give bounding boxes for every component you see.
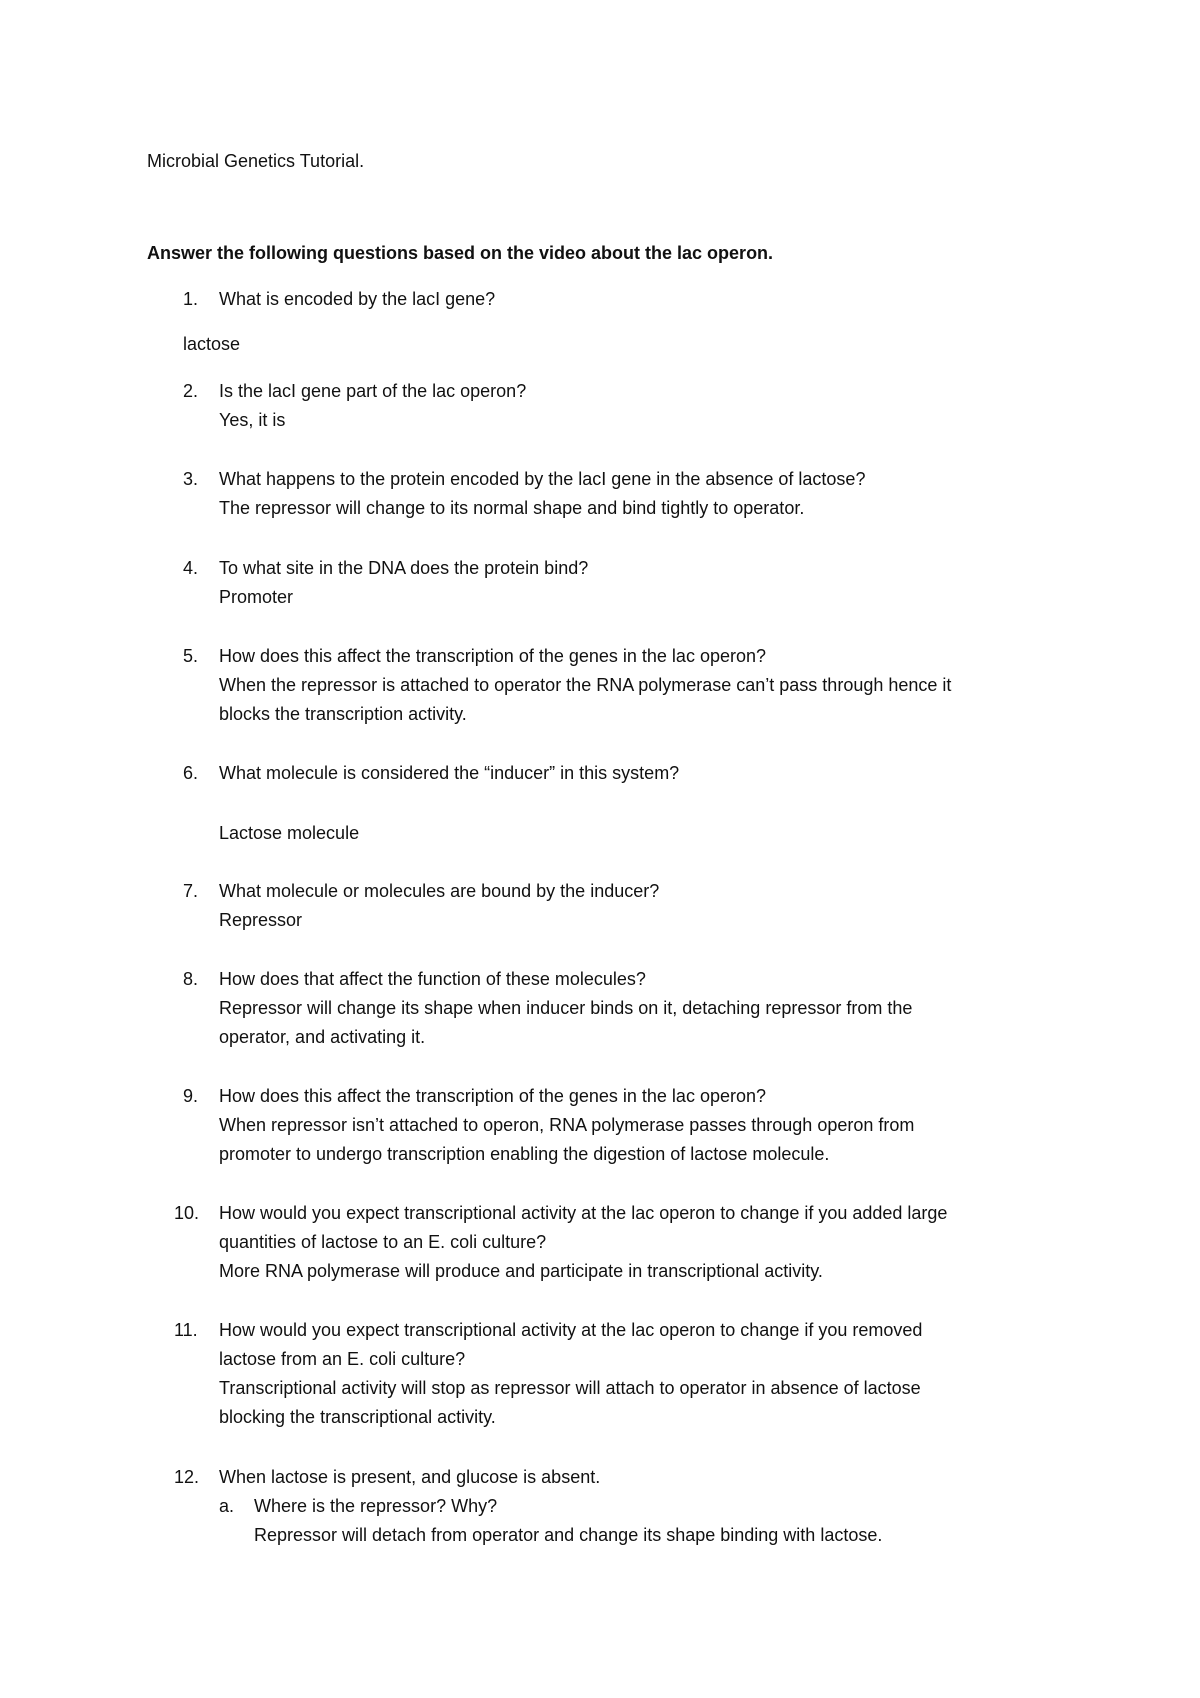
question-text: How does that affect the function of these molecules? bbox=[219, 969, 646, 989]
answer-text: blocking the transcriptional activity. bbox=[219, 1407, 496, 1427]
question-number: 2. bbox=[183, 381, 199, 401]
answer-text: When repressor isn’t attached to operon, RNA polymerase passes through operon from bbox=[219, 1115, 915, 1135]
question-number: 9. bbox=[183, 1086, 199, 1106]
answer-text: lactose bbox=[183, 334, 241, 354]
answer-text: When the repressor is attached to operator the RNA polymerase can’t pass through hence it bbox=[219, 675, 952, 695]
answer-text: More RNA polymerase will produce and participate in transcriptional activity. bbox=[219, 1261, 823, 1281]
question-number: 6. bbox=[183, 763, 199, 783]
question-text: What molecule is considered the “inducer” in this system? bbox=[219, 763, 680, 783]
answer-text: Repressor bbox=[219, 910, 303, 930]
answer-text: Promoter bbox=[219, 587, 294, 607]
question-text: What molecule or molecules are bound by the inducer? bbox=[219, 881, 660, 901]
answer-text: The repressor will change to its normal shape and bind tightly to operator. bbox=[219, 498, 805, 518]
question-number: 10. bbox=[174, 1203, 200, 1223]
question-text: When lactose is present, and glucose is absent. bbox=[219, 1467, 601, 1487]
question-number: 3. bbox=[183, 469, 199, 489]
instructions: Answer the following questions based on the video about the lac operon. bbox=[147, 243, 774, 263]
answer-text: promoter to undergo transcription enabling the digestion of lactose molecule. bbox=[219, 1144, 830, 1164]
answer-text: Transcriptional activity will stop as repressor will attach to operator in absence of lactose bbox=[219, 1378, 921, 1398]
answer-text: operator, and activating it. bbox=[219, 1027, 426, 1047]
question-number: 12. bbox=[174, 1467, 200, 1487]
question-text: Is the lacI gene part of the lac operon? bbox=[219, 381, 527, 401]
answer-text: Repressor will detach from operator and change its shape binding with lactose. bbox=[254, 1525, 883, 1545]
question-text: quantities of lactose to an E. coli culture? bbox=[219, 1232, 547, 1252]
question-text: How would you expect transcriptional activity at the lac operon to change if you added large bbox=[219, 1203, 948, 1223]
question-text: How would you expect transcriptional activity at the lac operon to change if you removed bbox=[219, 1320, 923, 1340]
question-number: 11. bbox=[174, 1320, 198, 1340]
question-text: How does this affect the transcription of the genes in the lac operon? bbox=[219, 646, 767, 666]
answer-text: blocks the transcription activity. bbox=[219, 704, 467, 724]
answer-text: Yes, it is bbox=[219, 410, 286, 430]
question-number: 8. bbox=[183, 969, 199, 989]
sub-question-text: Where is the repressor? Why? bbox=[254, 1496, 498, 1516]
sub-question-letter: a. bbox=[219, 1496, 235, 1516]
question-number: 1. bbox=[183, 289, 199, 309]
answer-text: Lactose molecule bbox=[219, 823, 360, 843]
question-number: 5. bbox=[183, 646, 199, 666]
document-title: Microbial Genetics Tutorial. bbox=[147, 151, 365, 171]
question-text: What happens to the protein encoded by the lacI gene in the absence of lactose? bbox=[219, 469, 866, 489]
question-text: How does this affect the transcription of the genes in the lac operon? bbox=[219, 1086, 767, 1106]
question-number: 7. bbox=[183, 881, 199, 901]
question-text: lactose from an E. coli culture? bbox=[219, 1349, 466, 1369]
answer-text: Repressor will change its shape when inducer binds on it, detaching repressor from the bbox=[219, 998, 913, 1018]
question-text: To what site in the DNA does the protein bind? bbox=[219, 558, 589, 578]
question-text: What is encoded by the lacI gene? bbox=[219, 289, 496, 309]
question-number: 4. bbox=[183, 558, 199, 578]
